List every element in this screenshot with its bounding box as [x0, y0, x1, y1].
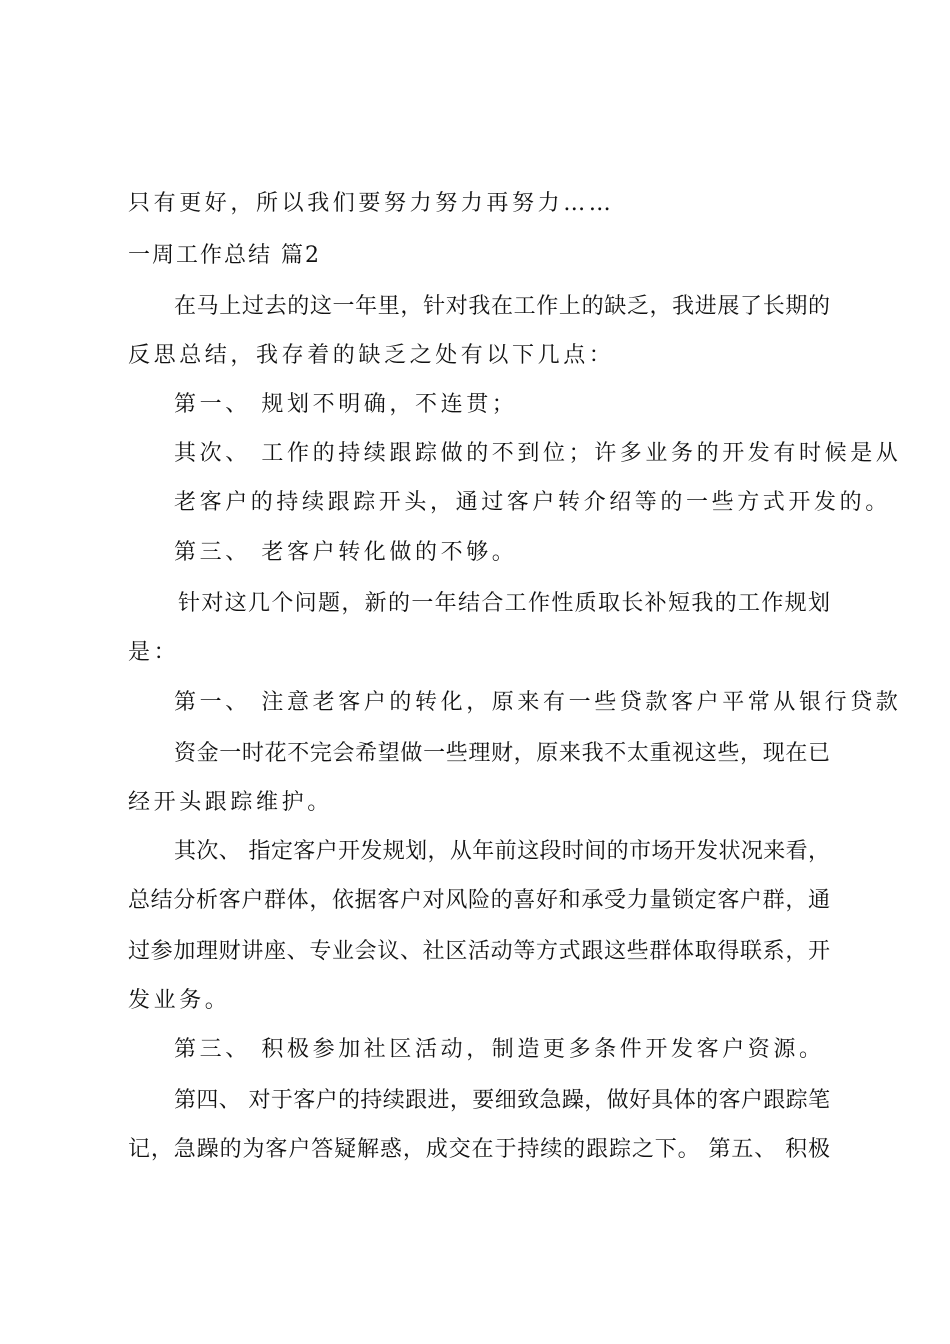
list-item: 第一、 规划不明确，不连贯； [174, 392, 518, 417]
list-item: 第三、 积极参加社区活动，制造更多条件开发客户资源。 [174, 1037, 825, 1062]
text-line: 记，急躁的为客户答疑解惑，成交在于持续的跟踪之下。 第五、 积极 [128, 1137, 830, 1162]
text-line: 老客户的持续跟踪开头，通过客户转介绍等的一些方式开发的。 [174, 490, 891, 515]
text-line: 经开头跟踪维护。 [128, 790, 333, 815]
text-line: 发业务。 [128, 988, 231, 1013]
list-item: 第三、 老客户转化做的不够。 [174, 540, 518, 565]
text-line: 总结分析客户群体，依据客户对风险的喜好和承受力量锁定客户群，通 [128, 888, 830, 913]
list-item: 其次、 工作的持续跟踪做的不到位；许多业务的开发有时候是从 [174, 441, 902, 466]
section-heading: 一周工作总结 篇2 [128, 243, 321, 268]
list-item: 第一、 注意老客户的转化，原来有一些贷款客户平常从银行贷款 [174, 690, 902, 715]
text-line: 是： [128, 640, 180, 665]
list-item: 第四、 对于客户的持续跟进，要细致急躁，做好具体的客户跟踪笔 [174, 1088, 830, 1113]
text-line: 针对这几个问题，新的一年结合工作性质取长补短我的工作规划 [178, 591, 830, 616]
text-line: 资金一时花不完会希望做一些理财，原来我不太重视这些，现在已 [174, 741, 830, 766]
text-line: 在马上过去的这一年里，针对我在工作上的缺乏，我进展了长期的 [174, 294, 830, 319]
text-line: 反思总结，我存着的缺乏之处有以下几点： [128, 343, 615, 368]
text-line: 只有更好，所以我们要努力努力再努力…… [128, 191, 615, 216]
text-line: 过参加理财讲座、专业会议、社区活动等方式跟这些群体取得联系，开 [128, 939, 830, 964]
list-item: 其次、 指定客户开发规划，从年前这段时间的市场开发状况来看， [174, 839, 830, 864]
